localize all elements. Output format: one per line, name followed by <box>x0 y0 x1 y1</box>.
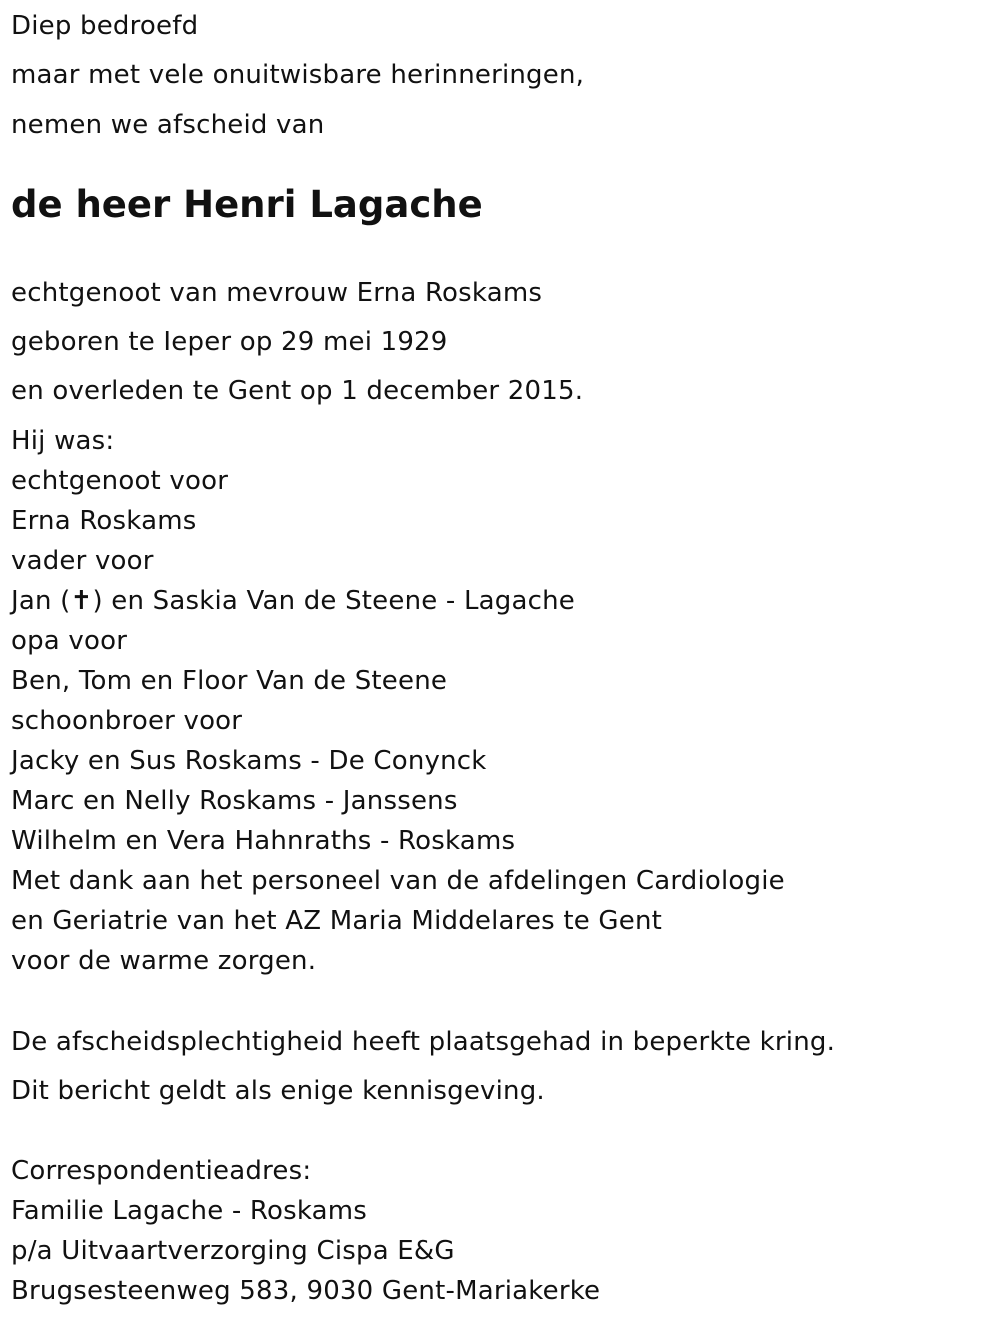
family-heading: Hij was: <box>11 426 115 456</box>
correspondence-line: p/a Uitvaartverzorging Cispa E&G <box>11 1236 455 1266</box>
intro-line-3: nemen we afscheid van <box>11 110 325 140</box>
correspondence-line: Familie Lagache - Roskams <box>11 1196 368 1226</box>
family-line: Jan (✝) en Saskia Van de Steene - Lagache <box>11 586 575 616</box>
deceased-name: de heer Henri Lagache <box>11 183 483 226</box>
intro-line-2: maar met vele onuitwisbare herinneringen, <box>11 60 585 90</box>
family-line: Ben, Tom en Floor Van de Steene <box>11 666 448 696</box>
thanks-line: Met dank aan het personeel van de afdelingen Cardiologie <box>11 866 785 896</box>
closing-notice: Dit bericht geldt als enige kennisgeving. <box>11 1076 545 1106</box>
intro-line-1: Diep bedroefd <box>11 11 199 41</box>
fact-spouse: echtgenoot van mevrouw Erna Roskams <box>11 278 543 308</box>
thanks-line: voor de warme zorgen. <box>11 946 317 976</box>
correspondence-heading: Correspondentieadres: <box>11 1156 312 1186</box>
closing-ceremony: De afscheidsplechtigheid heeft plaatsgehad in beperkte kring. <box>11 1027 836 1057</box>
fact-birth: geboren te Ieper op 29 mei 1929 <box>11 327 448 357</box>
family-line: vader voor <box>11 546 154 576</box>
family-line: schoonbroer voor <box>11 706 243 736</box>
family-line: echtgenoot voor <box>11 466 229 496</box>
correspondence-address: Brugsesteenweg 583, 9030 Gent-Mariakerke <box>11 1276 601 1306</box>
fact-death: en overleden te Gent op 1 december 2015. <box>11 376 584 406</box>
thanks-line: en Geriatrie van het AZ Maria Middelares te Gent <box>11 906 663 936</box>
family-line: opa voor <box>11 626 128 656</box>
family-line: Erna Roskams <box>11 506 197 536</box>
family-line: Jacky en Sus Roskams - De Conynck <box>11 746 487 776</box>
family-line: Marc en Nelly Roskams - Janssens <box>11 786 458 816</box>
family-line: Wilhelm en Vera Hahnraths - Roskams <box>11 826 516 856</box>
